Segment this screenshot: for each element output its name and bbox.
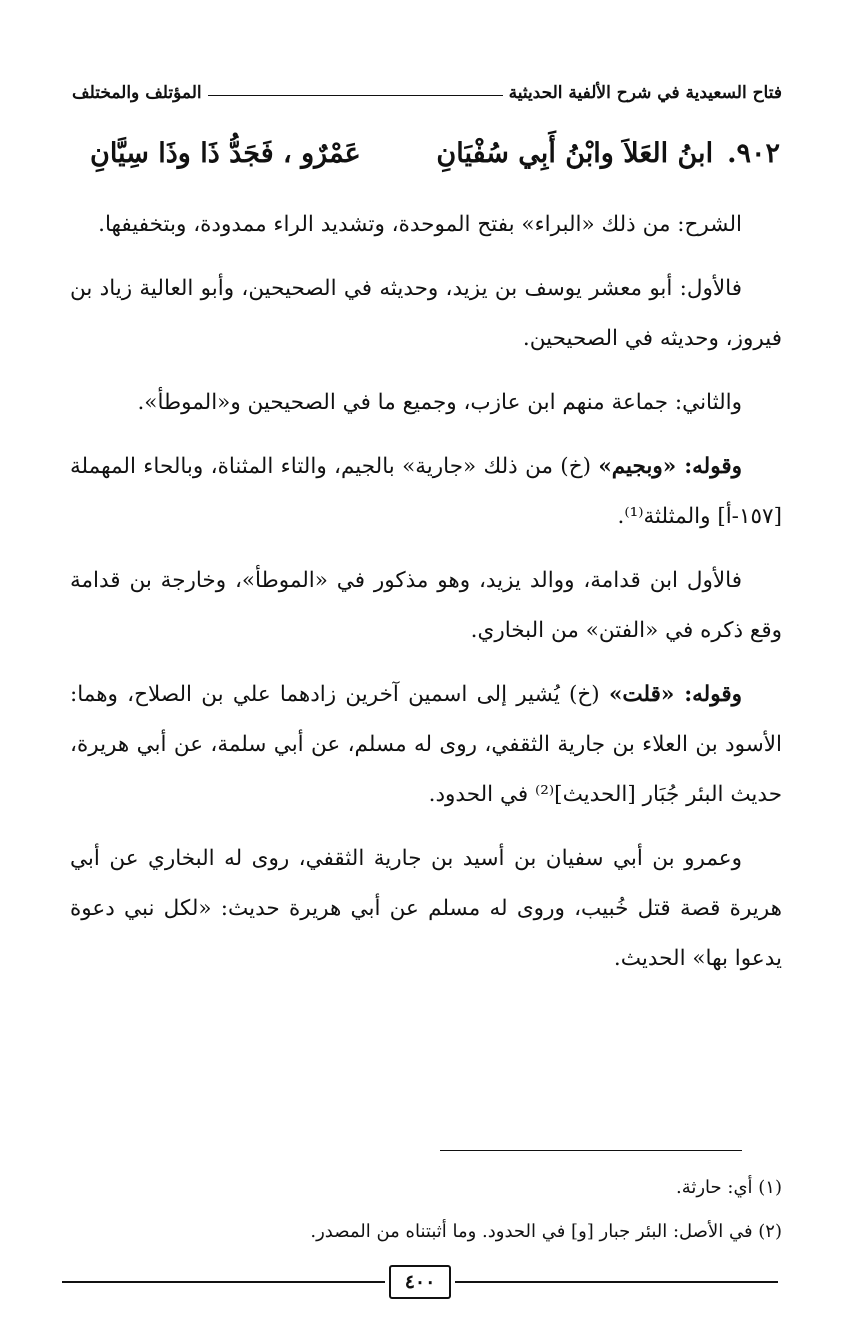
page-number: ٤٠٠ — [389, 1265, 452, 1299]
paragraph-1 — [70, 200, 782, 250]
header-book-title: فتاح السعيدية في شرح الألفية الحديثية — [508, 83, 782, 103]
paragraph-text: وعمرو بن أبي سفيان بن أسيد بن جارية الثقفي، روى له البخاري عن أبي هريرة قصة قتل خُبيب، وروى له مسلم عن أبي هريرة حديث: «لكل نبي دعوة يدعوا بها» الحديث. — [70, 846, 782, 971]
footer-rule-left — [62, 1281, 385, 1283]
running-header — [72, 78, 782, 108]
paragraph-text: الشرح: من ذلك «البراء» بفتح الموحدة، وتشديد الراء ممدودة، وبتخفيفها. — [98, 212, 742, 237]
footer-rule-right — [455, 1281, 778, 1283]
paragraph-text: (خ) من ذلك «جارية» بالجيم، والتاء المثناة، وبالحاء المهملة [١٥٧-أ] والمثلثة⁽¹⁾. — [70, 454, 782, 529]
paragraph-text: (خ) يُشير إلى اسمين آخرين زادهما علي بن الصلاح، وهما: الأسود بن العلاء بن جارية الثقفي، روى له مسلم، عن أبي سلمة، عن أبي هريرة، حديث البئر جُبَار [الحديث]⁽²⁾ في الحدود. — [70, 682, 782, 807]
paragraph-text: فالأول: أبو معشر يوسف بن يزيد، وحديثه في الصحيحين، وأبو العالية زياد بن فيروز، وحديثه في الصحيحين. — [70, 276, 782, 351]
paragraph-2 — [70, 264, 782, 364]
footnote-1: (١) أي: حارثة. — [675, 1177, 782, 1198]
paragraph-lead: وقوله: «وبجيم» — [598, 454, 743, 479]
paragraph-text: والثاني: جماعة منهم ابن عازب، وجميع ما في الصحيحين و«الموطأ». — [137, 390, 742, 415]
paragraph-4 — [70, 442, 782, 542]
footnote-separator — [440, 1150, 742, 1151]
footnotes — [100, 1166, 782, 1254]
verse-hemistich-1: ابنُ العَلاَ وابْنُ أَبِي سُفْيَانِ — [436, 137, 714, 169]
paragraph-7 — [70, 834, 782, 984]
header-rule — [208, 95, 503, 96]
verse-hemistich-2: عَمْرٌو ، فَجَدُّ ذَا وذَا سِيَّانِ — [90, 137, 361, 169]
verse-number: ٩٠٢. — [727, 137, 780, 169]
paragraph-6 — [70, 670, 782, 820]
paragraph-text: فالأول ابن قدامة، ووالد يزيد، وهو مذكور في «الموطأ»، وخارجة بن قدامة وقع ذكره في «الفتن» من البخاري. — [70, 568, 782, 643]
footnote-2: (٢) في الأصل: البئر جبار [و] في الحدود. وما أثبتناه من المصدر. — [310, 1221, 782, 1242]
paragraph-3 — [70, 378, 782, 428]
verse-line — [90, 128, 780, 178]
page-footer — [62, 1262, 778, 1302]
paragraph-lead: وقوله: «قلت» — [608, 682, 742, 707]
paragraph-5 — [70, 556, 782, 656]
header-chapter: المؤتلف والمختلف — [72, 83, 202, 103]
commentary-body — [70, 200, 782, 998]
